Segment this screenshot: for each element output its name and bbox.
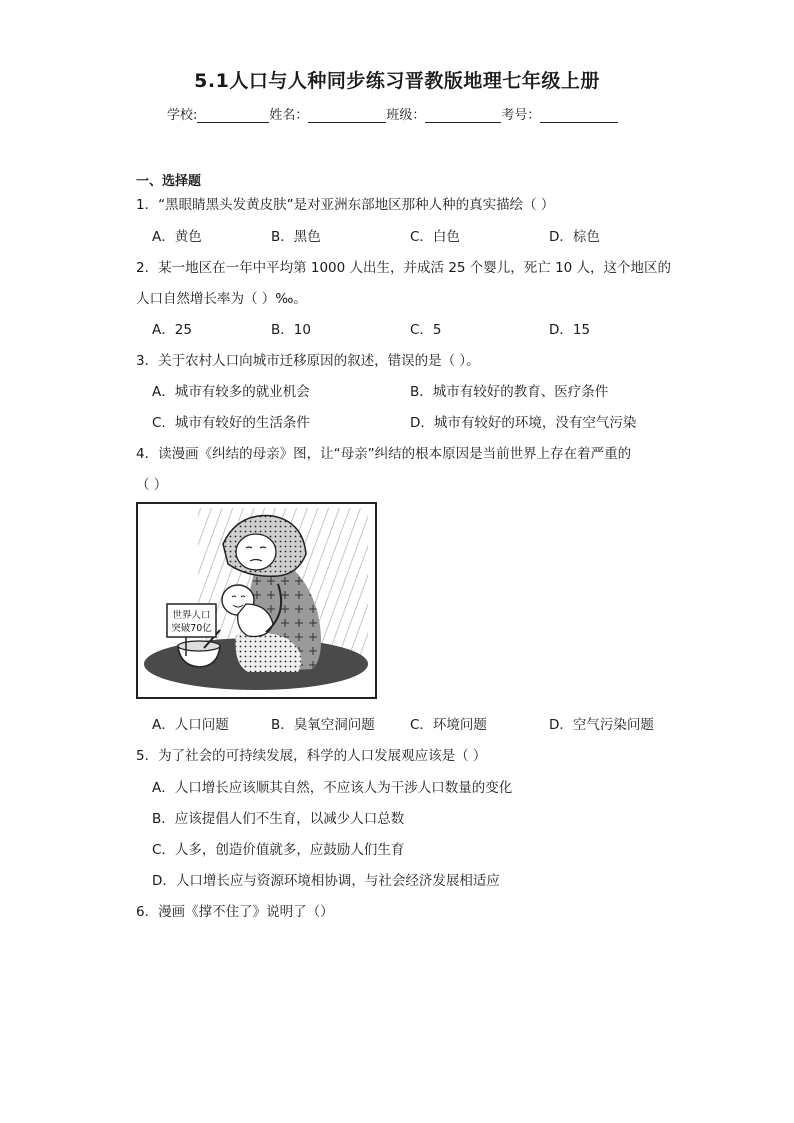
q3-option-a[interactable]: A．城市有较多的就业机会 [152,384,310,400]
question-2-stem-line-1: 2．某一地区在一年中平均第 1000 人出生，并成活 25 个婴儿，死亡 10 人，这个地区的 [136,260,672,276]
exam-no-label: 考号： [501,108,541,123]
question-6-stem: 6．漫画《撑不住了》说明了（） [136,904,334,920]
cartoon-illustration [138,504,375,697]
q2-option-d[interactable]: D．15 [549,322,591,338]
question-4-stem-line-1: 4．读漫画《纠结的母亲》图，让“母亲”纠结的根本原因是当前世界上存在着严重的 [136,446,632,462]
q2-option-b[interactable]: B．10 [271,322,311,338]
q4-option-a[interactable]: A．人口问题 [152,717,229,733]
class-label: 班级： [386,108,426,123]
sign-line-1: 世界人口 [172,610,211,621]
class-blank[interactable] [425,108,501,123]
q5-option-d[interactable]: D．人口增长应与资源环境相协调，与社会经济发展相适应 [152,873,500,889]
page-title: 5.1人口与人种同步练习晋教版地理七年级上册 [194,70,600,92]
q1-option-a[interactable]: A．黄色 [152,229,202,245]
name-label: 姓名： [269,108,309,123]
question-1-stem: 1．“黑眼睛黑头发黄皮肤”是对亚洲东部地区那种人种的真实描绘（ ） [136,197,555,213]
q3-option-b[interactable]: B．城市有较好的教育、医疗条件 [410,384,609,400]
name-blank[interactable] [308,108,386,123]
q1-option-b[interactable]: B．黑色 [271,229,321,245]
exam-no-blank[interactable] [540,108,618,123]
q5-option-c[interactable]: C．人多，创造价值就多，应鼓励人们生育 [152,842,405,858]
school-blank[interactable] [197,108,269,123]
q4-option-b[interactable]: B．臭氧空洞问题 [271,717,375,733]
question-3-stem: 3．关于农村人口向城市迁移原因的叙述，错误的是（ ）。 [136,353,480,369]
cartoon-tangled-mother-image [136,502,377,699]
student-info-line [167,104,618,123]
q2-option-a[interactable]: A．25 [152,322,192,338]
q5-option-b[interactable]: B．应该提倡人们不生育，以减少人口总数 [152,811,405,827]
q2-option-c[interactable]: C．5 [410,322,442,338]
school-label: 学校: [167,108,198,123]
q5-option-a[interactable]: A．人口增长应该顺其自然，不应该人为干涉人口数量的变化 [152,780,513,796]
section-heading: 一、选择题 [136,174,202,189]
q3-option-d[interactable]: D．城市有较好的环境，没有空气污染 [410,415,637,431]
question-4-stem-line-2: （ ） [136,477,168,493]
q4-option-d[interactable]: D．空气污染问题 [549,717,654,733]
question-2-stem-line-2: 人口自然增长率为（ ）‰。 [136,291,307,307]
q3-option-c[interactable]: C．城市有较好的生活条件 [152,415,310,431]
q1-option-c[interactable]: C．白色 [410,229,460,245]
q4-option-c[interactable]: C．环境问题 [410,717,487,733]
question-5-stem: 5．为了社会的可持续发展，科学的人口发展观应该是（ ） [136,748,487,764]
sign-line-2: 突破70亿 [171,623,212,634]
q1-option-d[interactable]: D．棕色 [549,229,600,245]
